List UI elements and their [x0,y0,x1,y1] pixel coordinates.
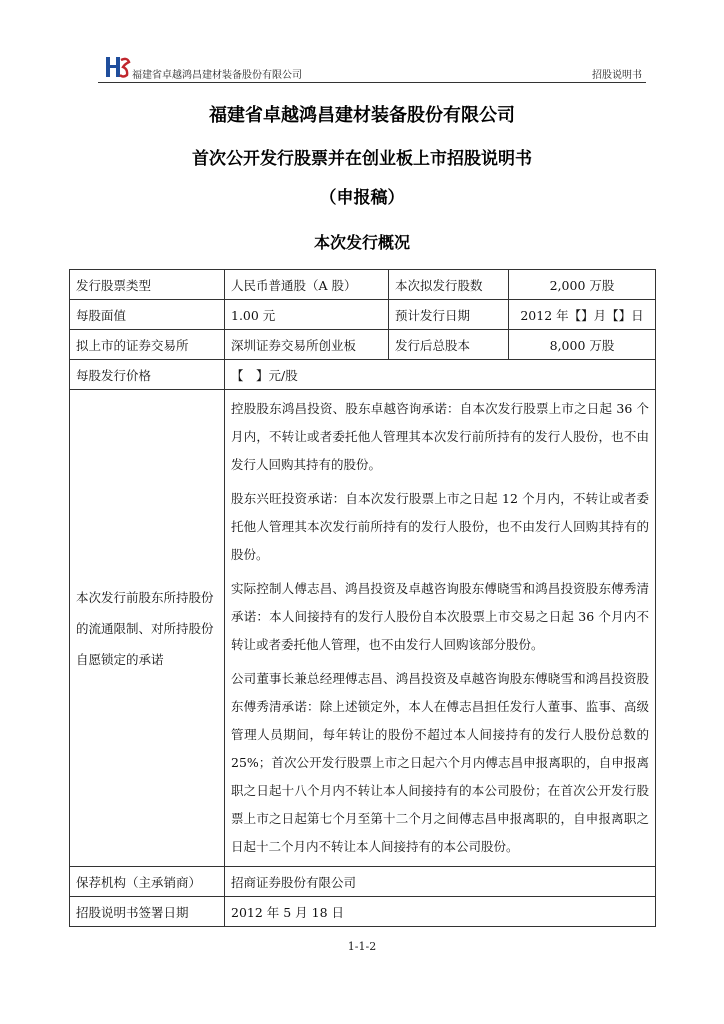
issue-date-label: 预计发行日期 [389,300,509,330]
lockup-paragraph: 控股股东鸿昌投资、股东卓越咨询承诺：自本次发行股票上市之日起 36 个月内，不转让或者委托他人管理其本次发行前所持有的发行人股份，也不由发行人回购其持有的股份。 [231,401,649,472]
offering-overview-table [69,269,656,927]
table-row [70,867,656,897]
par-value-value: 1.00 元 [225,300,389,330]
sign-date-value: 2012 年 5 月 18 日 [225,897,656,927]
issue-price-label: 每股发行价格 [70,360,225,390]
header-company-name: 福建省卓越鸿昌建材装备股份有限公司 [132,70,302,81]
sign-date-label: 招股说明书签署日期 [70,897,225,927]
table-row [70,300,656,330]
exchange-value: 深圳证券交易所创业板 [225,330,389,360]
lockup-commitments [225,390,656,867]
lockup-paragraph: 实际控制人傅志昌、鸿昌投资及卓越咨询股东傅晓雪和鸿昌投资股东傅秀清承诺：本人间接持有的发行人股份自本次股票上市交易之日起 36 个月内不转让或者委托他人管理，也不由发行人回购该部分股份。 [231,581,649,652]
draft-label: （申报稿） [319,188,405,208]
lockup-paragraph: 公司董事长兼总经理傅志昌、鸿昌投资及卓越咨询股东傅晓雪和鸿昌投资股东傅秀清承诺：除上述锁定外，本人在傅志昌担任发行人董事、监事、高级管理人员期间，每年转让的股份不超过本人间接持有的发行人股份总数的 25%；首次公开发行股票上市之日起六个月内傅志昌申报离职的，自申报离职之日起十八个月内不转让本人间接持有的本公司股份；在首次公开发行股票上市之日起第七个月至第十二个月之间傅志昌申报离职的，自申报离职之日起十二个月内不转让本人间接持有的本公司股份。 [231,671,649,854]
shares-offered-label: 本次拟发行股数 [389,270,509,300]
stock-type-label: 发行股票类型 [70,270,225,300]
par-value-label: 每股面值 [70,300,225,330]
exchange-label: 拟上市的证券交易所 [70,330,225,360]
table-row [70,897,656,927]
table-row [70,390,656,867]
table-row [70,330,656,360]
overview-heading: 本次发行概况 [313,233,410,252]
issue-price-value: 【 】元/股 [225,360,656,390]
company-title: 福建省卓越鸿昌建材装备股份有限公司 [209,105,515,126]
stock-type-value: 人民币普通股（A 股） [225,270,389,300]
issue-date-value: 2012 年【】月【】日 [509,300,656,330]
total-shares-label: 发行后总股本 [389,330,509,360]
sponsor-value: 招商证券股份有限公司 [225,867,656,897]
company-logo [104,54,132,80]
prospectus-title: 首次公开发行股票并在创业板上市招股说明书 [192,149,532,169]
lockup-paragraph: 股东兴旺投资承诺：自本次发行股票上市之日起 12 个月内，不转让或者委托他人管理其本次发行前所持有的发行人股份，也不由发行人回购其持有的股份。 [231,491,649,562]
header-doc-type: 招股说明书 [592,70,642,81]
lockup-label: 本次发行前股东所持股份的流通限制、对所持股份自愿锁定的承诺 [70,390,225,867]
sponsor-label: 保荐机构（主承销商） [70,867,225,897]
shares-offered-value: 2,000 万股 [509,270,656,300]
total-shares-value: 8,000 万股 [509,330,656,360]
page-number: 1-1-2 [347,940,377,953]
table-row [70,270,656,300]
page-header [98,52,646,83]
table-row [70,360,656,390]
